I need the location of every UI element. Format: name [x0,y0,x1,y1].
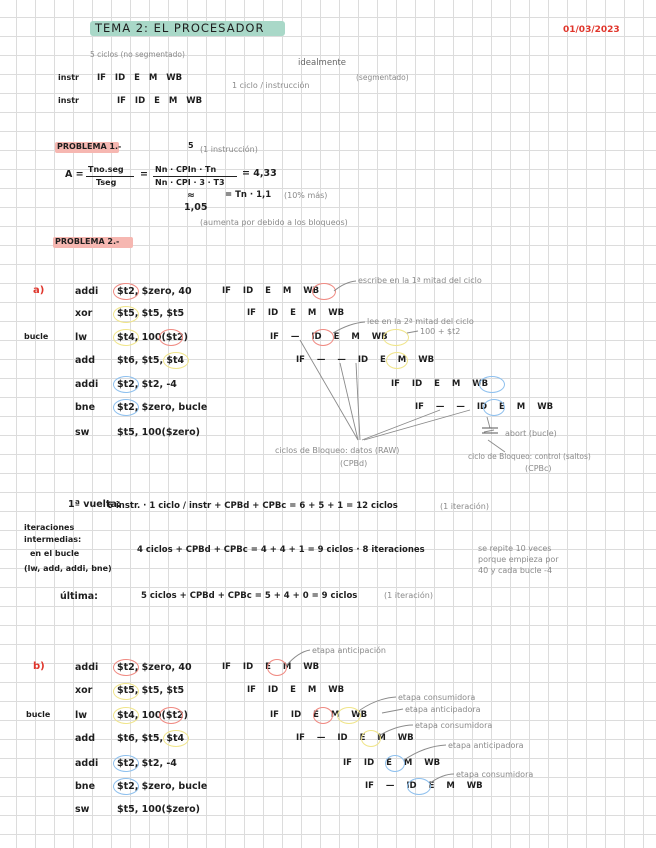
problema2-title: PROBLEMA 2.- [55,237,120,246]
page-title: TEMA 2: EL PROCESADOR [95,21,265,35]
problema1-foot: (aumenta por debido a los bloqueos) [200,218,348,227]
section-a-op: add [75,355,96,366]
annotation-writes: escribe en la 1ª mitad del ciclo [358,276,482,285]
result2: = Tn · 1,1 [225,190,272,200]
last-iteration-note: (1 iteración) [384,591,433,600]
annotation-reads: lee en la 2ª mitad del ciclo [367,317,474,326]
cycles-note: 5 ciclos (no segmentado) [90,50,185,59]
frac2-num: Nn · CPIn · Tn [155,165,217,174]
section-a-args: $t2, $t2, -4 [117,379,177,390]
section-b-args: $t2, $zero, bucle [117,781,208,792]
annotation-stage: etapa consumidora [415,721,493,730]
frac1-num: Tno.seg [88,165,124,174]
intermediate-note: se repite 10 veces [478,544,552,553]
approx: ≈ [187,190,195,201]
seg-note: (segmentado) [356,73,409,82]
intermediate-label: (lw, add, addi, bne) [24,564,112,573]
pipeline-row: IF — ID E M WB [296,733,414,743]
first-iteration-formula: 6 instr. · 1 ciclo / instr + CPBd + CPBc = 6 + 5 + 1 = 12 ciclos [107,501,398,511]
annotation-stall-data: ciclos de Bloqueo: datos (RAW) [275,446,400,455]
result2-note: (10% más) [284,191,328,200]
problema1-lhs: A = [65,169,84,180]
instr2-label: instr [58,96,79,105]
problema1-five: 5 [188,141,194,150]
ideal-note: idealmente [298,58,347,68]
pipeline-row: IF ID E M WB [391,379,489,389]
frac2-den: Nn · CPI · 3 · T3 [155,178,225,187]
section-b-op: xor [75,685,93,696]
section-a-bucle-label: bucle [24,332,49,341]
section-b-args: $t5, $t5, $t5 [117,685,185,696]
intermediate-formula: 4 ciclos + CPBd + CPBc = 4 + 4 + 1 = 9 ciclos · 8 iteraciones [137,545,425,555]
last-iteration-label: última: [60,591,98,602]
instr1-stages: IF ID E M WB [97,73,183,83]
date: 01/03/2023 [563,25,620,35]
pipeline-row: IF ID E M WB [343,758,441,768]
intermediate-label: en el bucle [30,549,80,558]
pipeline-row: IF — — ID E M WB [296,355,435,365]
section-b-args: $t2, $t2, -4 [117,758,177,769]
pipeline-row: IF ID E M WB [247,685,345,695]
section-a-label: a) [33,285,45,296]
section-a-op: addi [75,286,99,297]
annotation-cpbd: (CPBd) [340,459,368,468]
section-b-op: sw [75,804,90,815]
intermediate-note: 40 y cada bucle -4 [478,566,553,575]
instr2-stages: IF ID E M WB [117,96,203,106]
annotation-stall-control: ciclo de Bloqueo: control (saltos) [468,452,591,461]
last-iteration-formula: 5 ciclos + CPBd + CPBc = 5 + 4 + 0 = 9 ciclos [141,591,358,601]
pipeline-row: IF ID E M WB [222,662,320,672]
pipeline-row: IF — — ID E M WB [415,402,554,412]
annotation-stage: etapa anticipación [312,646,387,655]
result3: 1,05 [184,202,208,213]
pipeline-row: IF — ID E M WB [270,332,388,342]
section-b-label: b) [33,661,45,672]
section-a-op: sw [75,427,90,438]
section-b-bucle-label: bucle [26,710,51,719]
section-a-op: addi [75,379,99,390]
instr1-label: instr [58,73,79,82]
pipeline-row: IF ID E M WB [270,710,368,720]
annotation-stage: etapa consumidora [456,770,534,779]
problema1-instr-note: (1 instrucción) [200,145,258,154]
section-b-op: addi [75,758,99,769]
section-b-op: lw [75,710,88,721]
section-a-op: lw [75,332,88,343]
annotation-abort: abort (bucle) [505,429,557,438]
section-a-op: xor [75,308,93,319]
problema1-title: PROBLEMA 1.- [57,142,122,151]
first-iteration-label: 1ª vuelta: [68,499,121,510]
section-b-op: addi [75,662,99,673]
section-b-op: add [75,733,96,744]
intermediate-label: intermedias: [24,535,82,544]
pipeline-row: IF ID E M WB [222,286,320,296]
section-b-args: $t2, $zero, 40 [117,662,192,673]
annotation-stage: etapa anticipadora [448,741,524,750]
section-a-args: $t2, $zero, bucle [117,402,208,413]
section-b-op: bne [75,781,96,792]
section-a-op: bne [75,402,96,413]
annotation-stage: etapa consumidora [398,693,476,702]
intermediate-label: iteraciones [24,523,75,532]
section-b-args: $t5, 100($zero) [117,804,200,815]
section-b-args: $t4, 100($t2) [117,710,188,721]
section-a-args: $t2, $zero, 40 [117,286,192,297]
cycle-note: 1 ciclo / instrucción [232,81,310,90]
annotation-stage: etapa anticipadora [405,705,481,714]
annotation-address: 100 + $t2 [420,327,461,336]
pipeline-row: IF ID E M WB [247,308,345,318]
intermediate-note: porque empieza por [478,555,559,564]
section-a-args: $t6, $t5, $t4 [117,355,185,366]
section-a-args: $t4, 100($t2) [117,332,188,343]
first-iteration-note: (1 iteración) [440,502,489,511]
section-a-args: $t5, $t5, $t5 [117,308,185,319]
pipeline-row: IF — ID E M WB [365,781,483,791]
section-a-args: $t5, 100($zero) [117,427,200,438]
section-b-args: $t6, $t5, $t4 [117,733,185,744]
eq1: = [140,169,148,180]
result1: = 4,33 [242,168,277,179]
annotation-cpbc: (CPBc) [525,464,552,473]
frac1-den: Tseg [96,178,117,187]
